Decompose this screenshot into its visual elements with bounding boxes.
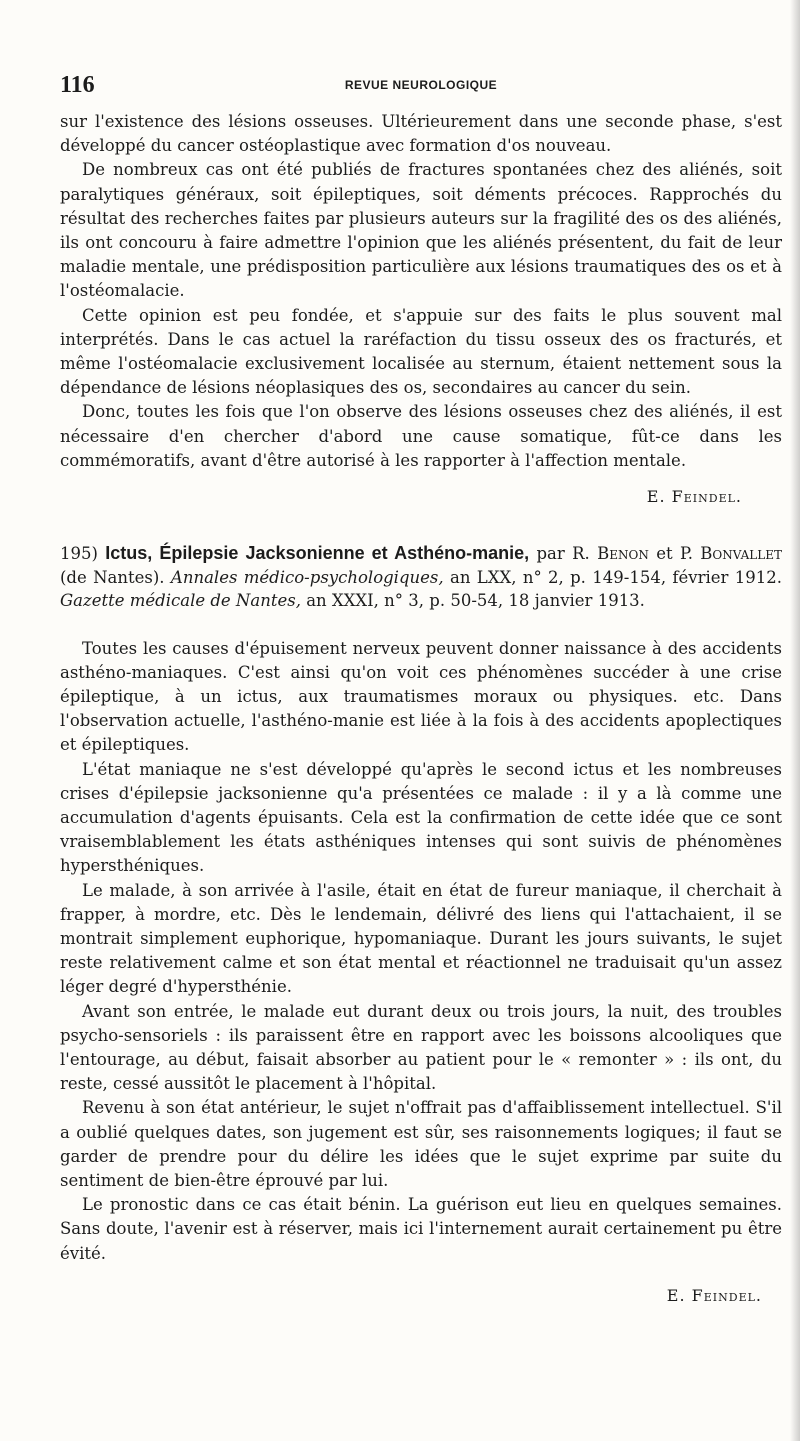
paragraph: sur l'existence des lésions osseuses. Ultérieurement dans une seconde phase, s'est développé du cancer ostéoplastique avec formation d'os nouveau. xyxy=(60,112,782,156)
article-reference xyxy=(60,542,782,613)
section-bone-lesions xyxy=(60,110,782,506)
paragraph: Le pronostic dans ce cas était bénin. La guérison eut lieu en quelques semaines. Sans doute, l'avenir est à réserver, mais ici l'internement aurait certainement pu être évité. xyxy=(60,1195,782,1263)
paragraph: L'état maniaque ne s'est développé qu'après le second ictus et les nombreuses crises d'épilepsie jacksonienne qu'a présentées ce malade : il y a là comme une accumulation d'agents épuisants. Cela est la confirmation de cette idée que ce sont vraisemblablement les états asthéniques intenses qui sont suivis de phénomènes hypersthéniques. xyxy=(60,759,782,876)
paragraph: Avant son entrée, le malade eut durant deux ou trois jours, la nuit, des troubles psycho-sensoriels : ils paraissent être en rapport avec les boissons alcooliques que l'entourage, au début, faisait absorber au patient pour le « remonter » : ils ont, du reste, cessé aussitôt le placement à l'hôpital. xyxy=(60,1001,782,1094)
author-affiliation: (de Nantes). xyxy=(60,567,165,587)
article-title: Ictus, Épilepsie Jacksonienne et Asthéno-manie, xyxy=(105,543,530,564)
page-header xyxy=(60,72,782,102)
journal-name: Gazette médicale de Nantes, xyxy=(60,591,301,611)
page-number: 116 xyxy=(60,72,95,98)
page-edge-shadow xyxy=(790,0,800,1441)
author-signature: E. Feindel. xyxy=(666,1285,762,1305)
journal-details: an LXX, n° 2, p. 149-154, février 1912. xyxy=(449,567,782,587)
author-name: R. Benon xyxy=(572,544,649,564)
journal-details: an XXXI, n° 3, p. 50-54, 18 janvier 1913. xyxy=(306,591,645,611)
reference-number: 195) xyxy=(60,544,98,564)
author-name: P. Bonvallet xyxy=(679,544,782,564)
paragraph: Cette opinion est peu fondée, et s'appuie sur des faits le plus souvent mal interprétés. Dans le cas actuel la raréfaction du tissu osseux des os fracturés, et même l'ostéomalacie exclusivement localisée au sternum, étaient nettement sous la dépendance de lésions néoplasiques des os, secondaires au cancer du sein. xyxy=(60,305,782,398)
section-astheno-mania xyxy=(60,637,782,1305)
paragraph: Toutes les causes d'épuisement nerveux peuvent donner naissance à des accidents asthéno-maniaques. C'est ainsi qu'on voit ces phénomènes succéder à une crise épileptique, à un ictus, aux traumatismes moraux ou physiques. etc. Dans l'observation actuelle, l'asthéno-manie est liée à la fois à des accidents apoplectiques et épileptiques. xyxy=(60,638,782,755)
paragraph: Le malade, à son arrivée à l'asile, était en état de fureur maniaque, il cherchait à frapper, à mordre, etc. Dès le lendemain, délivré des liens qui l'attachaient, il se montrait simplement euphorique, hypomaniaque. Durant les jours suivants, le sujet reste relativement calme et son état mental et réactionnel ne traduisait qu'un assez léger degré d'hypersthénie. xyxy=(60,880,782,997)
running-title: REVUE NEUROLOGIQUE xyxy=(344,78,498,92)
author-signature: E. Feindel. xyxy=(646,487,742,507)
paragraph: Donc, toutes les fois que l'on observe des lésions osseuses chez des aliénés, il est nécessaire d'en chercher d'abord une cause somatique, fût-ce dans les commémoratifs, avant d'être autorisé à les rapporter à l'affection mentale. xyxy=(60,402,782,470)
paragraph: Revenu à son état antérieur, le sujet n'offrait pas d'affaiblissement intellectuel. S'il a oublié quelques dates, son jugement est sûr, ses raisonnements logiques; il faut se garder de prendre pour du délire les idées que le sujet exprime par suite du sentiment de bien-être éprouvé par lui. xyxy=(60,1098,782,1191)
authors-conjunction: et xyxy=(656,544,673,564)
paragraph: De nombreux cas ont été publiés de fractures spontanées chez des aliénés, soit paralytiques généraux, soit épileptiques, soit déments précoces. Rapprochés du résultat des recherches faites par plusieurs auteurs sur la fragilité des os des aliénés, ils ont concouru à faire admettre l'opinion que les aliénés présentent, du fait de leur maladie mentale, une prédisposition particulière aux lésions traumatiques des os et à l'ostéomalacie. xyxy=(60,160,782,301)
authors-prefix: par xyxy=(536,544,565,564)
journal-name: Annales médico-psychologiques, xyxy=(170,567,444,587)
page xyxy=(60,72,782,1305)
